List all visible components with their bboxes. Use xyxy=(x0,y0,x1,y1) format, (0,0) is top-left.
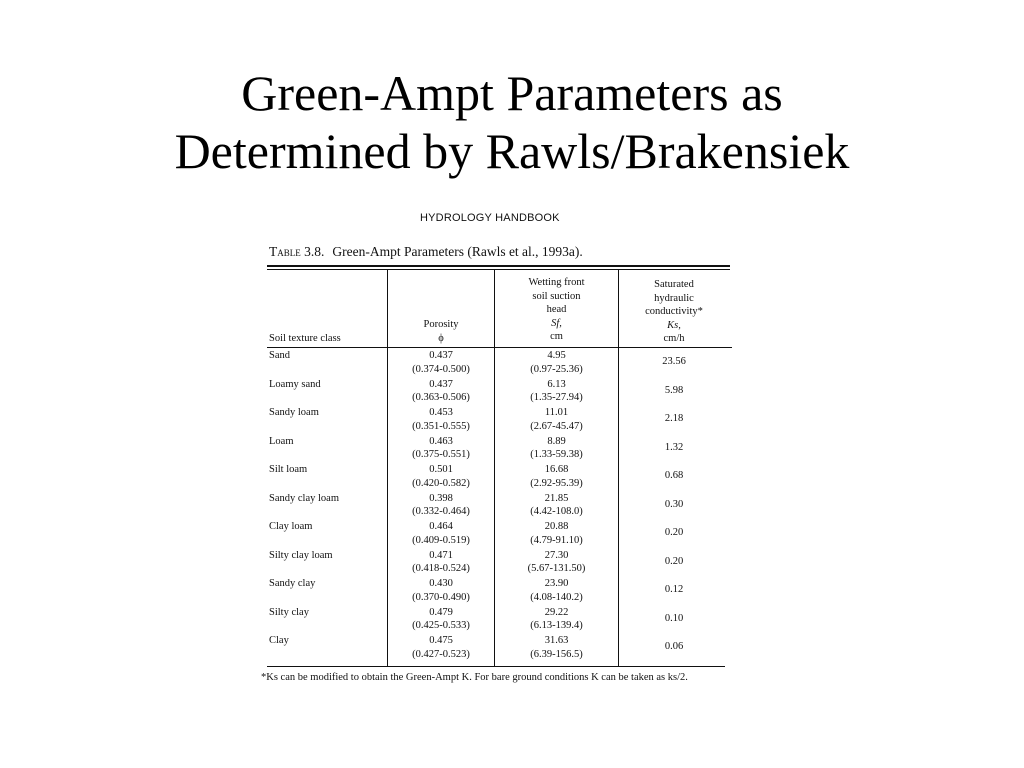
porosity-value: 0.430 xyxy=(429,578,453,589)
header-saturated-conductivity xyxy=(619,278,729,346)
soil-texture-cell: Clay loam xyxy=(269,521,313,532)
suction-head-range: (4.79-91.10) xyxy=(530,534,583,546)
porosity-range: (0.374-0.500) xyxy=(412,363,470,375)
conductivity-cell: 0.12 xyxy=(664,584,684,595)
porosity-cell xyxy=(388,435,494,462)
porosity-cell xyxy=(388,378,494,405)
porosity-value: 0.475 xyxy=(429,635,453,646)
porosity-value: 0.464 xyxy=(429,521,453,532)
table-row xyxy=(255,577,740,606)
suction-head-value: 16.68 xyxy=(544,464,569,475)
porosity-cell xyxy=(388,406,494,433)
header-wetting-line: head xyxy=(546,304,567,315)
porosity-value: 0.463 xyxy=(429,435,453,447)
top-rule-double xyxy=(267,269,730,270)
suction-head-value: 21.85 xyxy=(544,492,569,504)
header-saturated-symbol: Ks, xyxy=(667,319,681,331)
suction-head-range: (1.35-27.94) xyxy=(530,392,583,403)
header-wetting-front xyxy=(495,276,618,344)
porosity-value: 0.471 xyxy=(429,549,453,561)
soil-texture-cell: Silt loam xyxy=(269,464,308,475)
header-wetting-line: soil suction xyxy=(532,290,581,302)
suction-head-value: 23.90 xyxy=(544,578,569,589)
header-wetting-line: Wetting front xyxy=(528,277,585,288)
porosity-range: (0.375-0.551) xyxy=(412,449,470,460)
table-caption xyxy=(269,244,583,260)
suction-head-cell xyxy=(495,349,618,376)
porosity-range: (0.370-0.490) xyxy=(412,591,470,603)
scanned-table-image xyxy=(255,206,740,706)
soil-texture-cell: Loamy sand xyxy=(269,378,321,390)
suction-head-range: (4.42-108.0) xyxy=(530,506,583,517)
porosity-cell xyxy=(388,349,494,376)
header-saturated-unit: cm/h xyxy=(663,333,685,344)
conductivity-cell: 0.06 xyxy=(664,641,684,652)
porosity-cell xyxy=(388,634,494,661)
soil-texture-cell: Sandy loam xyxy=(269,407,319,418)
conductivity-cell: 1.32 xyxy=(664,441,684,453)
porosity-range: (0.363-0.506) xyxy=(412,392,470,403)
suction-head-value: 27.30 xyxy=(544,549,569,561)
table-row xyxy=(255,406,740,435)
slide-title-line-2: Determined by Rawls/Brakensiek xyxy=(174,123,850,179)
header-wetting-symbol: Sf, xyxy=(551,317,562,329)
top-rule xyxy=(267,265,730,267)
porosity-cell xyxy=(388,577,494,604)
soil-texture-cell: Silty clay loam xyxy=(269,549,333,561)
conductivity-cell: 2.18 xyxy=(664,413,684,424)
suction-head-cell xyxy=(495,435,618,462)
header-porosity-line: Porosity xyxy=(423,319,459,330)
porosity-value: 0.437 xyxy=(429,378,453,390)
conductivity-cell: 0.68 xyxy=(664,470,684,481)
porosity-range: (0.409-0.519) xyxy=(412,534,470,546)
porosity-cell xyxy=(388,520,494,547)
soil-texture-cell: Sandy clay loam xyxy=(269,492,339,504)
suction-head-range: (0.97-25.36) xyxy=(530,363,583,375)
porosity-cell xyxy=(388,463,494,490)
suction-head-range: (6.39-156.5) xyxy=(530,648,583,660)
soil-texture-cell: Loam xyxy=(269,435,294,447)
soil-texture-cell: Silty clay xyxy=(269,606,309,618)
slide-title-line-1: Green-Ampt Parameters as xyxy=(241,65,783,121)
conductivity-cell: 0.30 xyxy=(664,498,684,510)
suction-head-value: 6.13 xyxy=(547,378,566,390)
conductivity-cell: 23.56 xyxy=(662,356,686,367)
header-saturated-line: conductivity* xyxy=(645,306,703,317)
porosity-range: (0.427-0.523) xyxy=(412,648,470,660)
porosity-value: 0.479 xyxy=(429,606,453,618)
porosity-value: 0.501 xyxy=(429,464,453,475)
table-number: Table 3.8. xyxy=(269,244,325,259)
suction-head-cell xyxy=(495,577,618,604)
porosity-cell xyxy=(388,492,494,519)
table-row xyxy=(255,549,740,578)
conductivity-cell: 5.98 xyxy=(664,384,684,396)
suction-head-range: (2.67-45.47) xyxy=(530,420,583,432)
soil-texture-cell: Clay xyxy=(269,635,289,646)
header-porosity xyxy=(388,318,494,345)
soil-texture-cell: Sand xyxy=(269,350,290,361)
table-row xyxy=(255,463,740,492)
porosity-range: (0.351-0.555) xyxy=(412,420,470,432)
header-porosity-symbol: ϕ xyxy=(438,332,444,344)
suction-head-cell xyxy=(495,634,618,661)
header-soil-texture: Soil texture class xyxy=(269,333,341,344)
suction-head-cell xyxy=(495,549,618,576)
suction-head-range: (2.92-95.39) xyxy=(530,477,583,489)
suction-head-value: 4.95 xyxy=(547,350,566,361)
header-rule xyxy=(267,347,732,348)
header-wetting-unit: cm xyxy=(550,331,563,342)
conductivity-cell: 0.20 xyxy=(664,527,684,538)
suction-head-range: (1.33-59.38) xyxy=(530,449,583,460)
suction-head-value: 29.22 xyxy=(544,606,569,618)
porosity-value: 0.437 xyxy=(429,350,453,361)
porosity-range: (0.418-0.524) xyxy=(412,563,470,574)
soil-texture-cell: Sandy clay xyxy=(269,578,316,589)
table-row xyxy=(255,435,740,464)
suction-head-cell xyxy=(495,463,618,490)
header-saturated-line: Saturated xyxy=(654,279,694,290)
suction-head-value: 8.89 xyxy=(547,435,566,447)
suction-head-value: 11.01 xyxy=(544,407,569,418)
porosity-range: (0.420-0.582) xyxy=(412,477,470,489)
suction-head-cell xyxy=(495,378,618,405)
conductivity-cell: 0.20 xyxy=(664,555,684,567)
suction-head-cell xyxy=(495,406,618,433)
suction-head-range: (6.13-139.4) xyxy=(530,620,583,631)
suction-head-value: 31.63 xyxy=(544,635,569,646)
suction-head-cell xyxy=(495,492,618,519)
table-row xyxy=(255,349,740,378)
table-row xyxy=(255,606,740,635)
porosity-cell xyxy=(388,606,494,633)
porosity-range: (0.332-0.464) xyxy=(412,506,470,517)
suction-head-value: 20.88 xyxy=(544,521,569,532)
running-head: HYDROLOGY HANDBOOK xyxy=(420,212,560,224)
table-title: Green-Ampt Parameters (Rawls et al., 1993a). xyxy=(332,244,583,259)
porosity-value: 0.398 xyxy=(429,492,453,504)
table-row xyxy=(255,492,740,521)
porosity-range: (0.425-0.533) xyxy=(412,620,470,631)
table-row xyxy=(255,378,740,407)
suction-head-range: (4.08-140.2) xyxy=(530,591,583,603)
table-footnote: *Ks can be modified to obtain the Green-Ampt K. For bare ground conditions K can be taken as ks/2. xyxy=(261,672,688,683)
header-saturated-line: hydraulic xyxy=(654,292,694,304)
porosity-cell xyxy=(388,549,494,576)
slide-title xyxy=(0,64,1024,180)
table-row xyxy=(255,634,740,663)
suction-head-cell xyxy=(495,606,618,633)
table-row xyxy=(255,520,740,549)
suction-head-range: (5.67-131.50) xyxy=(527,563,586,574)
porosity-value: 0.453 xyxy=(429,407,453,418)
bottom-rule xyxy=(267,666,725,667)
suction-head-cell xyxy=(495,520,618,547)
conductivity-cell: 0.10 xyxy=(664,612,684,624)
